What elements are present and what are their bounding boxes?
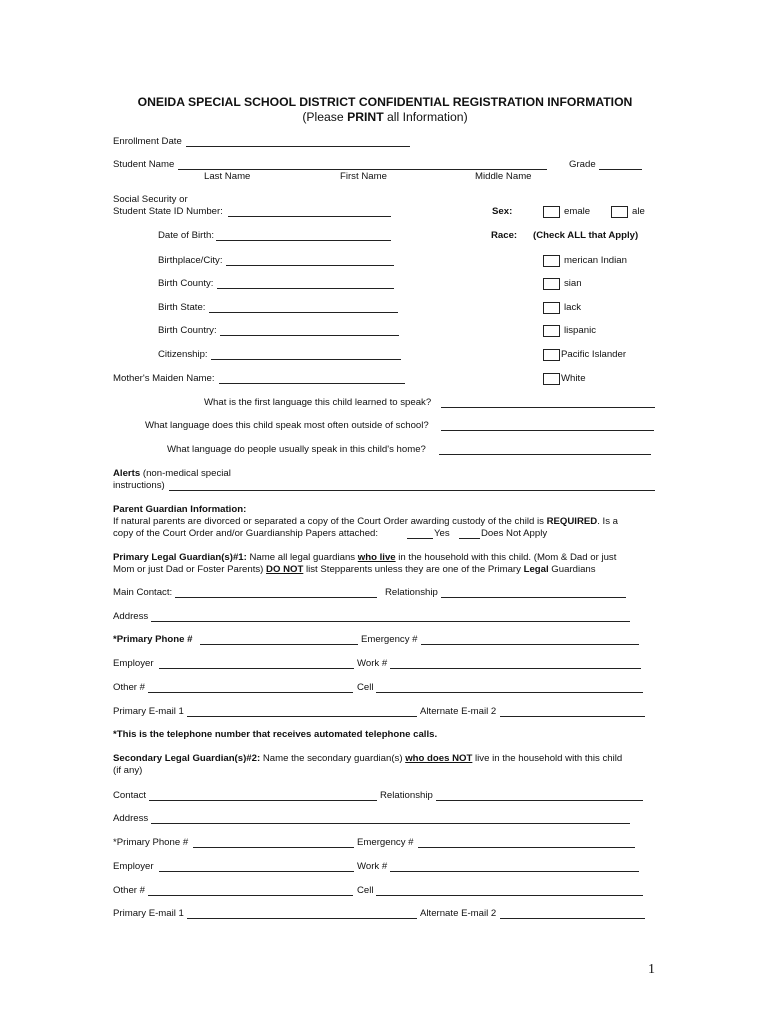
race-checkbox-white[interactable] <box>543 373 560 385</box>
secondary-employer-label: Employer <box>113 861 154 872</box>
language-question-3: What language do people usually speak in this child's home? <box>167 444 426 455</box>
secondary-email1-label: Primary E-mail 1 <box>113 908 184 919</box>
birth-state-label: Birth State: <box>158 302 206 313</box>
secondary-relationship-label: Relationship <box>380 790 433 801</box>
female-checkbox[interactable] <box>543 206 560 218</box>
birth-country-field[interactable] <box>220 335 399 336</box>
automated-calls-note: *This is the telephone number that receives automated telephone calls. <box>113 729 438 740</box>
primary-employer-field[interactable] <box>159 668 354 669</box>
secondary-other-label: Other # <box>113 885 145 896</box>
birth-state-field[interactable] <box>209 312 398 313</box>
sex-label: Sex: <box>492 206 513 217</box>
race-label-asian: sian <box>564 278 582 289</box>
secondary-phone-field[interactable] <box>193 847 354 848</box>
secondary-work-field[interactable] <box>390 871 639 872</box>
alerts-label: Alerts (non-medical special <box>113 468 231 479</box>
dob-field[interactable] <box>216 240 391 241</box>
primary-phone-field[interactable] <box>200 644 358 645</box>
race-checkbox-pacific-islander[interactable] <box>543 349 560 361</box>
race-checkbox-black[interactable] <box>543 302 560 314</box>
ssn-label-line2: Student State ID Number: <box>113 206 223 217</box>
primary-relationship-label: Relationship <box>385 587 438 598</box>
race-label-white: White <box>561 373 586 384</box>
secondary-address-field[interactable] <box>151 823 630 824</box>
enrollment-date-field[interactable] <box>186 146 410 147</box>
secondary-relationship-field[interactable] <box>436 800 643 801</box>
secondary-email2-label: Alternate E-mail 2 <box>420 908 497 919</box>
birthplace-field[interactable] <box>226 265 394 266</box>
court-order-text-line1: If natural parents are divorced or separated a copy of the Court Order awarding custody of the child is REQUIRED. Is a <box>113 516 618 527</box>
primary-emergency-field[interactable] <box>421 644 639 645</box>
language-answer-3[interactable] <box>439 454 651 455</box>
primary-emergency-label: Emergency # <box>361 634 418 645</box>
race-label-hispanic: lispanic <box>564 325 596 336</box>
grade-field[interactable] <box>599 169 642 170</box>
citizenship-field[interactable] <box>211 359 401 360</box>
primary-main-contact-field[interactable] <box>175 597 377 598</box>
primary-address-label: Address <box>113 611 149 622</box>
primary-cell-label: Cell <box>357 682 374 693</box>
student-name-label: Student Name <box>113 159 175 170</box>
primary-other-label: Other # <box>113 682 145 693</box>
primary-guardian-description-line2: Mom or just Dad or Foster Parents) DO NOT list Stepparents unless they are one of the Primary Legal Guardians <box>113 564 596 575</box>
race-label-american-indian: merican Indian <box>564 255 627 266</box>
parent-guardian-heading: Parent Guardian Information: <box>113 504 247 515</box>
court-order-yes-label: Yes <box>434 528 450 539</box>
language-question-1: What is the first language this child learned to speak? <box>204 397 432 408</box>
secondary-work-label: Work # <box>357 861 388 872</box>
citizenship-label: Citizenship: <box>158 349 208 360</box>
grade-label: Grade <box>569 159 596 170</box>
last-name-caption: Last Name <box>204 171 251 182</box>
secondary-cell-label: Cell <box>357 885 374 896</box>
page-number: 1 <box>648 962 655 977</box>
race-checkbox-hispanic[interactable] <box>543 325 560 337</box>
primary-relationship-field[interactable] <box>441 597 626 598</box>
maiden-name-label: Mother's Maiden Name: <box>113 373 215 384</box>
race-label-black: lack <box>564 302 582 313</box>
secondary-email2-field[interactable] <box>500 918 645 919</box>
first-name-caption: First Name <box>340 171 387 182</box>
language-answer-2[interactable] <box>441 430 654 431</box>
court-order-yes-field[interactable] <box>407 538 433 539</box>
enrollment-date-label: Enrollment Date <box>113 136 182 147</box>
secondary-cell-field[interactable] <box>376 895 643 896</box>
secondary-emergency-label: Emergency # <box>357 837 414 848</box>
male-label: ale <box>632 206 645 217</box>
birth-country-label: Birth Country: <box>158 325 217 336</box>
birthplace-label: Birthplace/City: <box>158 255 223 266</box>
primary-email1-field[interactable] <box>187 716 417 717</box>
race-label: Race: <box>491 230 518 241</box>
student-name-field[interactable] <box>178 169 547 170</box>
primary-main-contact-label: Main Contact: <box>113 587 173 598</box>
form-title: ONEIDA SPECIAL SCHOOL DISTRICT CONFIDENTIAL REGISTRATION INFORMATION <box>137 95 633 109</box>
birth-county-label: Birth County: <box>158 278 214 289</box>
primary-email1-label: Primary E-mail 1 <box>113 706 184 717</box>
ssn-label-line1: Social Security or <box>113 194 188 205</box>
secondary-address-label: Address <box>113 813 149 824</box>
form-subtitle: (Please PRINT all Information) <box>302 110 468 124</box>
court-order-text-line2: copy of the Court Order and/or Guardianship Papers attached: <box>113 528 379 539</box>
secondary-guardian-description-line2: (if any) <box>113 765 143 776</box>
middle-name-caption: Middle Name <box>475 171 532 182</box>
primary-work-field[interactable] <box>390 668 641 669</box>
alerts-field[interactable] <box>169 490 655 491</box>
ssn-field[interactable] <box>228 216 391 217</box>
primary-guardian-description: Primary Legal Guardian(s)#1: Name all legal guardians who live in the household with this child. (Mom & Dad or just <box>113 552 617 563</box>
secondary-employer-field[interactable] <box>159 871 354 872</box>
race-instruction: (Check ALL that Apply) <box>533 230 639 241</box>
birth-county-field[interactable] <box>217 288 394 289</box>
race-checkbox-american-indian[interactable] <box>543 255 560 267</box>
secondary-guardian-description: Secondary Legal Guardian(s)#2: Name the secondary guardian(s) who does NOT live in the household with this child <box>113 753 623 764</box>
race-checkbox-asian[interactable] <box>543 278 560 290</box>
primary-work-label: Work # <box>357 658 388 669</box>
primary-phone-label: *Primary Phone # <box>113 634 193 645</box>
race-label-pacific-islander: Pacific Islander <box>561 349 627 360</box>
language-answer-1[interactable] <box>441 407 655 408</box>
female-label: emale <box>564 206 591 217</box>
secondary-contact-label: Contact <box>113 790 147 801</box>
dob-label: Date of Birth: <box>158 230 214 241</box>
secondary-emergency-field[interactable] <box>418 847 635 848</box>
primary-other-field[interactable] <box>148 692 353 693</box>
primary-email2-field[interactable] <box>500 716 645 717</box>
secondary-contact-field[interactable] <box>149 800 377 801</box>
alerts-label-line2: instructions) <box>113 480 165 491</box>
primary-address-field[interactable] <box>151 621 630 622</box>
secondary-email1-field[interactable] <box>187 918 417 919</box>
male-checkbox[interactable] <box>611 206 628 218</box>
primary-email2-label: Alternate E-mail 2 <box>420 706 497 717</box>
language-question-2: What language does this child speak most often outside of school? <box>145 420 429 431</box>
court-order-not-apply-field[interactable] <box>459 538 480 539</box>
maiden-name-field[interactable] <box>219 383 405 384</box>
court-order-not-apply-label: Does Not Apply <box>481 528 548 539</box>
primary-employer-label: Employer <box>113 658 154 669</box>
primary-cell-field[interactable] <box>376 692 643 693</box>
secondary-other-field[interactable] <box>148 895 353 896</box>
secondary-phone-label: *Primary Phone # <box>113 837 189 848</box>
